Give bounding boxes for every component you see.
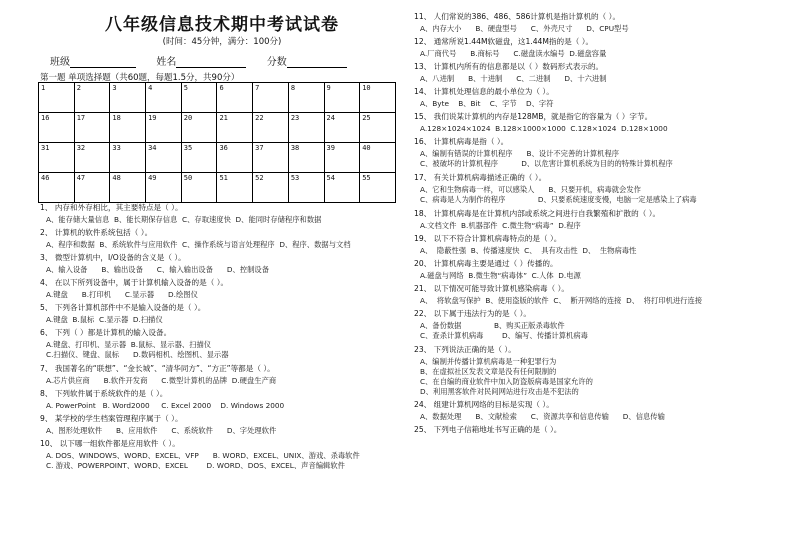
answer-cell[interactable]: 25 bbox=[360, 113, 396, 143]
answer-cell[interactable]: 31 bbox=[39, 143, 75, 173]
question-options: A.128×1024×1024 B.128×1000×1000 C.128×1024 D.128×1000 bbox=[420, 124, 668, 133]
answer-cell[interactable]: 49 bbox=[146, 173, 182, 203]
answer-cell[interactable]: 48 bbox=[110, 173, 146, 203]
question-stem: 25、 下列电子信箱地址书写正确的是（ ）。 bbox=[414, 425, 562, 434]
question-options: A、数据处理 B、文献检索 C、资源共享和信息传输 D、信息传输 bbox=[420, 412, 665, 421]
answer-cell[interactable]: 6 bbox=[217, 83, 253, 113]
answer-cell[interactable]: 39 bbox=[324, 143, 360, 173]
question-stem: 4、 在以下所列设备中，属于计算机输入设备的是（ ）。 bbox=[40, 278, 229, 287]
name-label: 姓名 bbox=[156, 57, 177, 68]
answer-cell[interactable]: 21 bbox=[217, 113, 253, 143]
answer-cell[interactable]: 33 bbox=[110, 143, 146, 173]
answer-cell[interactable]: 18 bbox=[110, 113, 146, 143]
question-stem: 21、 以下情况可能导致计算机感染病毒（ ）。 bbox=[414, 284, 569, 293]
question-stem: 8、 下列软件属于系统软件的是（ ）。 bbox=[40, 389, 168, 398]
answer-cell[interactable]: 3 bbox=[110, 83, 146, 113]
question-stem: 5、 下列各计算机部件中不是输入设备的是（ ）。 bbox=[40, 303, 206, 312]
question-stem: 22、 以下属于违法行为的是（ ）。 bbox=[414, 309, 532, 318]
question-options: A.键盘 B.打印机 C.显示器 D.绘图仪 bbox=[46, 290, 198, 299]
answer-cell[interactable]: 54 bbox=[324, 173, 360, 203]
score-label: 分数 bbox=[266, 57, 287, 68]
question-stem: 11、 人们常说的386、486、586计算机是指计算机的（ ）。 bbox=[414, 12, 621, 21]
question-options: A.键盘 B.鼠标 C.显示器 D.扫描仪 bbox=[46, 315, 163, 324]
question-options: A. DOS、WINDOWS、WORD、EXCEL、VFP B. WORD、EXCEL、UNIX、游戏、杀毒软件 C. 游戏、POWERPOINT、WORD、EXCEL D. WORD、DOS、EXCEL、声音编辑软件 bbox=[46, 451, 360, 470]
answer-cell[interactable]: 4 bbox=[146, 83, 182, 113]
question-stem: 20、 计算机病毒主要是通过（ ）传播的。 bbox=[414, 259, 558, 268]
answer-cell[interactable]: 17 bbox=[74, 113, 110, 143]
answer-grid bbox=[38, 82, 396, 203]
question-stem: 7、 我国著名的“联想”、“金长城”、“清华同方”、“方正”等都是（ ）。 bbox=[40, 364, 275, 373]
question-options: A、备份数据 B、购买正版杀毒软件 C、查杀计算机病毒 D、编写、传播计算机病毒 bbox=[420, 321, 588, 340]
question-options: A、内存大小 B、硬盘型号 C、外壳尺寸 D、CPU型号 bbox=[420, 24, 629, 33]
question-stem: 2、 计算机的软件系统包括（ ）。 bbox=[40, 228, 153, 237]
question-options: A.文档文件 B.机器部件 C.微生物“病毒” D.程序 bbox=[420, 221, 581, 230]
question-options: A、程序和数据 B、系统软件与应用软件 C、操作系统与语言处理程序 D、程序、数据与文档 bbox=[46, 240, 351, 249]
class-label: 班级 bbox=[50, 57, 70, 68]
answer-cell[interactable]: 5 bbox=[181, 83, 217, 113]
question-options: A、输入设备 B、输出设备 C、输入输出设备 D、控制设备 bbox=[46, 265, 269, 274]
answer-cell[interactable]: 34 bbox=[146, 143, 182, 173]
question-options: A.磁盘与网络 B.微生物“病毒体” C.人体 D.电源 bbox=[420, 271, 581, 280]
question-options: A、编制有错误的计算机程序 B、设计不完善的计算机程序 C、被破坏的计算机程序 D、以危害计算机系统为目的的特殊计算机程序 bbox=[420, 149, 673, 168]
answer-cell[interactable]: 38 bbox=[288, 143, 324, 173]
answer-cell[interactable]: 19 bbox=[146, 113, 182, 143]
answer-cell[interactable]: 16 bbox=[39, 113, 75, 143]
answer-cell[interactable]: 1 bbox=[39, 83, 75, 113]
answer-grid-row bbox=[39, 143, 396, 173]
score-field[interactable] bbox=[287, 57, 347, 68]
answer-cell[interactable]: 9 bbox=[324, 83, 360, 113]
answer-cell[interactable]: 55 bbox=[360, 173, 396, 203]
name-field[interactable] bbox=[176, 57, 246, 68]
answer-cell[interactable]: 36 bbox=[217, 143, 253, 173]
question-stem: 6、 下列（ ）都是计算机的输入设备。 bbox=[40, 328, 172, 337]
question-options: A、它和生物病毒一样，可以感染人 B、只要开机，病毒就会发作 C、病毒是人为制作的程序 D、只要系统速度变慢，电脑一定是感染上了病毒 bbox=[420, 185, 697, 204]
question-stem: 16、 计算机病毒是指（ ）。 bbox=[414, 137, 509, 146]
answer-cell[interactable]: 24 bbox=[324, 113, 360, 143]
answer-cell[interactable]: 51 bbox=[217, 173, 253, 203]
answer-cell[interactable]: 52 bbox=[253, 173, 289, 203]
question-stem: 13、 计算机内所有的信息都是以（ ）数码形式表示的。 bbox=[414, 62, 604, 71]
answer-cell[interactable]: 50 bbox=[181, 173, 217, 203]
question-stem: 23、 下列说法正确的是（ ）。 bbox=[414, 345, 516, 354]
answer-cell[interactable]: 32 bbox=[74, 143, 110, 173]
answer-grid-row bbox=[39, 113, 396, 143]
question-options: A、 隐蔽性强 B、传播速度快 C、 具有攻击性 D、 生物病毒性 bbox=[420, 246, 637, 255]
question-stem: 12、 通常所说1.44M软磁盘，这1.44M指的是（ ）。 bbox=[414, 37, 594, 46]
question-options: A.键盘、打印机、显示器 B.鼠标、显示器、扫描仪 C.扫描仪、键盘、鼠标 D.数码相机、绘图机、显示器 bbox=[46, 340, 229, 359]
exam-subtitle: (时间：45分钟，满分：100分) bbox=[162, 37, 282, 47]
exam-title: 八年级信息技术期中考试试卷 bbox=[105, 15, 339, 35]
section-heading: 第一题 单项选择题（共60题，每题1.5分，共90分） bbox=[40, 73, 240, 83]
question-stem: 9、 某学校的学生档案管理程序属于（ ）。 bbox=[40, 414, 183, 423]
question-stem: 10、 以下哪一组软件都是应用软件（ ）。 bbox=[40, 439, 180, 448]
answer-cell[interactable]: 2 bbox=[74, 83, 110, 113]
class-field[interactable] bbox=[70, 57, 136, 68]
question-options: A.厂商代号 B.商标号 C.磁盘读水编号 D.磁盘容量 bbox=[420, 49, 607, 58]
answer-cell[interactable]: 47 bbox=[74, 173, 110, 203]
answer-cell[interactable]: 40 bbox=[360, 143, 396, 173]
answer-cell[interactable]: 35 bbox=[181, 143, 217, 173]
answer-cell[interactable]: 10 bbox=[360, 83, 396, 113]
answer-cell[interactable]: 8 bbox=[288, 83, 324, 113]
answer-cell[interactable]: 53 bbox=[288, 173, 324, 203]
answer-cell[interactable]: 37 bbox=[253, 143, 289, 173]
answer-cell[interactable]: 23 bbox=[288, 113, 324, 143]
answer-cell[interactable]: 20 bbox=[181, 113, 217, 143]
answer-cell[interactable]: 7 bbox=[253, 83, 289, 113]
answer-grid-row bbox=[39, 173, 396, 203]
question-options: A、图形处理软件 B、应用软件 C、系统软件 D、字处理软件 bbox=[46, 426, 277, 435]
question-options: A.芯片供应商 B.软件开发商 C.微型计算机的品牌 D.硬盘生产商 bbox=[46, 376, 277, 385]
question-stem: 15、 我们说某计算机的内存是128MB，就是指它的容量为（ ）字节。 bbox=[414, 112, 653, 121]
question-stem: 19、 以下不符合计算机病毒特点的是（ ）。 bbox=[414, 234, 562, 243]
question-options: A、Byte B、Bit C、字节 D、字符 bbox=[420, 99, 554, 108]
question-options: A、八进制 B、十进制 C、二进制 D、十六进制 bbox=[420, 74, 607, 83]
question-stem: 24、 组建计算机网络的目标是实现（ ）。 bbox=[414, 400, 554, 409]
question-options: A. PowerPoint B. Word2000 C. Excel 2000 D. Windows 2000 bbox=[46, 401, 285, 410]
answer-cell[interactable]: 46 bbox=[39, 173, 75, 203]
question-stem: 1、 内存和外存相比，其主要特点是（ ）。 bbox=[40, 203, 183, 212]
question-options: A、 将软盘写保护 B、使用盗版的软件 C、 断开网络的连接 D、 将打印机进行连接 bbox=[420, 296, 703, 305]
question-stem: 14、 计算机处理信息的最小单位为（ ）。 bbox=[414, 87, 554, 96]
question-stem: 3、 微型计算机中，I/O设备的含义是（ ）。 bbox=[40, 253, 186, 262]
answer-cell[interactable]: 22 bbox=[253, 113, 289, 143]
question-options: A、编制并传播计算机病毒是一种犯罪行为 B、在虚拟社区发表文章是没有任何限制的 C、在自编的商业软件中加入防盗版病毒是国家允许的 D、利用黑客软件对民间网站进行攻击是不犯法的 bbox=[420, 357, 593, 396]
student-fields bbox=[50, 53, 347, 68]
answer-grid-row bbox=[39, 83, 396, 113]
question-stem: 18、 计算机病毒是在计算机内部或系统之间进行自我繁殖和扩散的（ ）。 bbox=[414, 209, 661, 218]
question-stem: 17、 有关计算机病毒描述正确的（ ）。 bbox=[414, 173, 547, 182]
question-options: A、能存储大量信息 B、能长期保存信息 C、存取速度快 D、能同时存储程序和数据 bbox=[46, 215, 322, 224]
